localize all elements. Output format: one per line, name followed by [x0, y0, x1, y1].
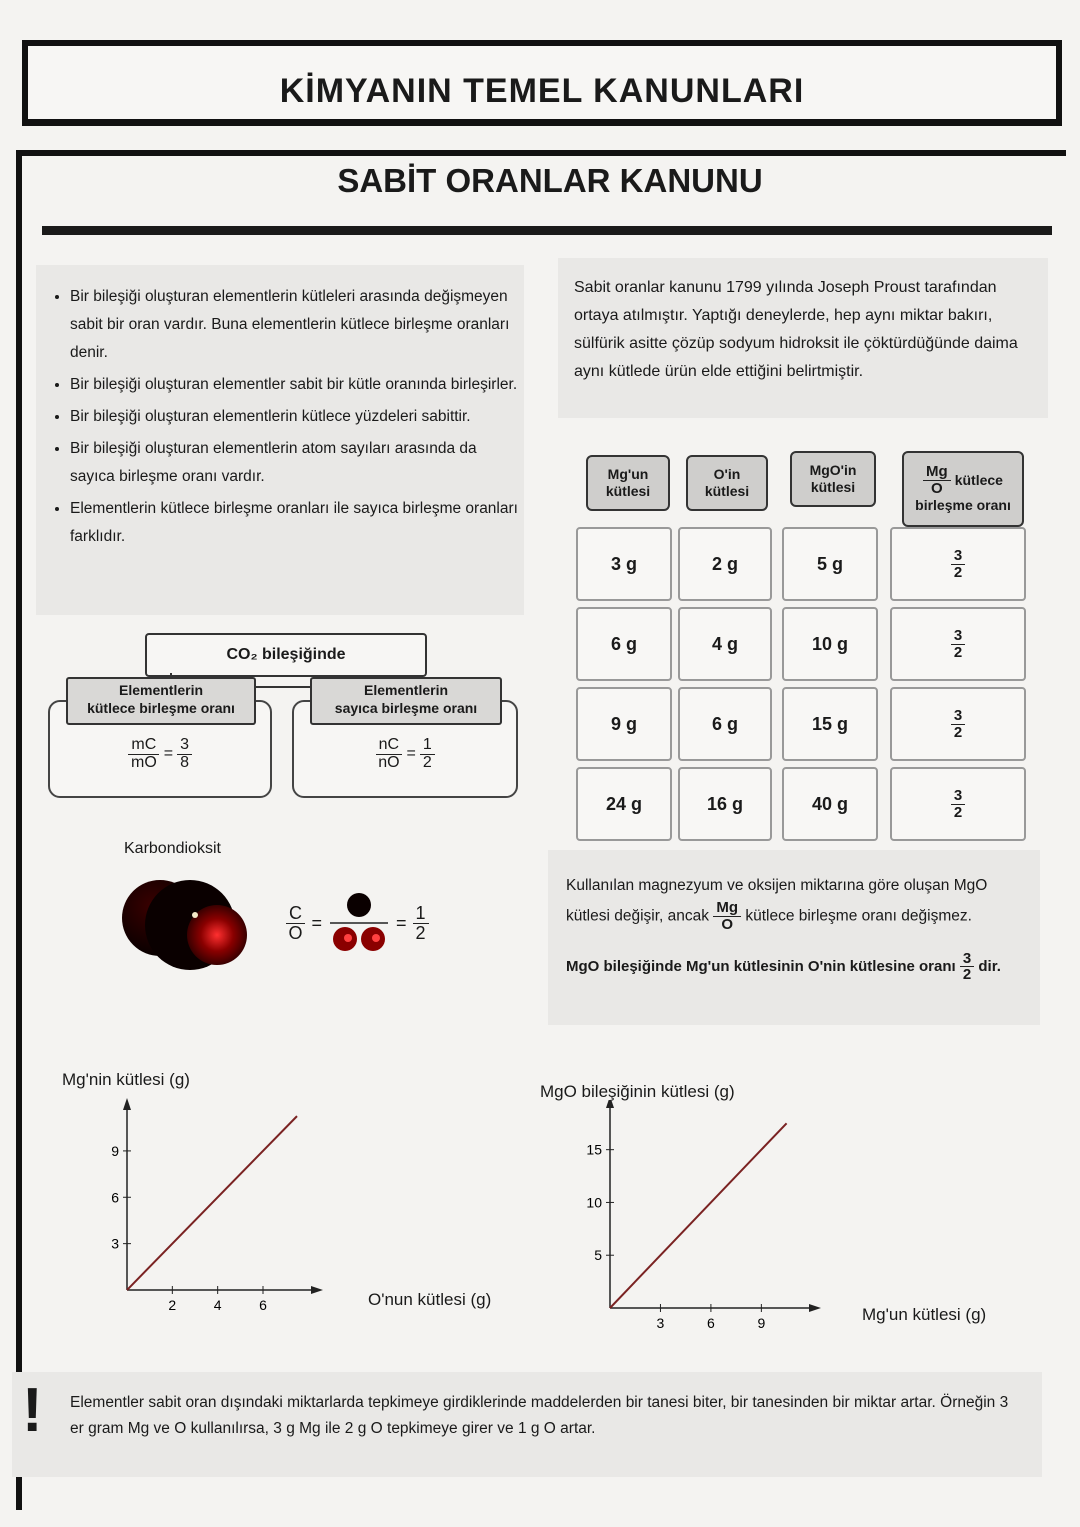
count-ratio-equation: $\frac{nC}{nO}$ = $\frac{1}{2}$	[345, 737, 465, 772]
x-tick-label: 4	[213, 1297, 222, 1313]
connector-line	[256, 686, 310, 688]
y-axis-arrow-icon	[123, 1098, 131, 1110]
count-ratio-label: Elementlerin sayıca birleşme oranı	[310, 677, 502, 725]
chart-mgo-vs-mg	[570, 1100, 860, 1340]
table-cell: 2 g	[678, 527, 772, 601]
mass-ratio-equation: $\frac{mC}{mO}$ = $\frac{3}{8}$	[100, 737, 220, 772]
table-cell: 5 g	[782, 527, 878, 601]
molecule-caption: Karbondioksit	[124, 840, 221, 857]
x-axis-arrow-icon	[809, 1304, 821, 1312]
series-line	[127, 1116, 297, 1290]
table-header: Mg'un kütlesi	[586, 455, 670, 511]
x-tick-label: 6	[259, 1297, 267, 1313]
table-cell: 9 g	[576, 687, 672, 761]
y-tick-label: 9	[111, 1142, 119, 1159]
table-cell: 15 g	[782, 687, 878, 761]
warning-text: Elementler sabit oran dışındaki miktarlarda tepkimeye girdiklerinde maddelerden bir tanesi biter, bir tanesinden bir miktar artar. Örneğin 3 er gram Mg ve O kullanılırsa, 3 g Mg ile 2 g O tepkimeye girer ve 1 g O artar.	[70, 1394, 1009, 1437]
x-tick-label: 3	[656, 1315, 665, 1331]
x-tick-label: 6	[707, 1315, 715, 1331]
atom-ratio-icon	[328, 892, 390, 954]
list-item: • Bir bileşiği oluşturan elementlerin kütlece yüzdeleri sabittir.	[70, 403, 524, 431]
list-item: • Bir bileşiği oluşturan elementlerin kütleleri arasında değişmeyen sabit bir oran vardır. Buna elementlerin kütlece birleşme oranları denir.	[70, 283, 524, 367]
table-cell: 3 g	[576, 527, 672, 601]
co2-heading: CO₂ bileşiğinde	[145, 633, 427, 677]
table-cell: 10 g	[782, 607, 878, 681]
definition-list	[36, 283, 524, 551]
table-header: MgO'in kütlesi	[790, 451, 876, 507]
list-item: • Bir bileşiği oluşturan elementler sabit bir kütle oranında birleşirler.	[70, 371, 524, 399]
x-tick-label: 2	[168, 1297, 177, 1313]
table-cell: 6 g	[678, 687, 772, 761]
note-ratio-text: MgO bileşiğinde Mg'un kütlesinin O'nin kütlesine oranı $\frac{3}{2}$ dir.	[566, 949, 1001, 984]
molecule-ratio: $\frac{C}{O}$ = = $\frac{1}{2}$	[262, 892, 452, 954]
x-axis-arrow-icon	[311, 1286, 323, 1294]
exclamation-icon: !	[22, 1376, 43, 1445]
table-header: O'in kütlesi	[686, 455, 768, 511]
table-cell: 4 g	[678, 607, 772, 681]
table-cell: 24 g	[576, 767, 672, 841]
y-tick-label: 5	[594, 1247, 602, 1264]
x-tick-label: 9	[757, 1315, 766, 1331]
y-tick-label: 15	[586, 1141, 602, 1158]
y-tick-label: 6	[111, 1189, 119, 1206]
definition-panel	[36, 265, 524, 615]
chart-mg-vs-o	[100, 1090, 370, 1320]
table-cell: 40 g	[782, 767, 878, 841]
y-tick-label: 3	[111, 1235, 119, 1252]
ratio-cell: $\frac{3}{2}$	[890, 767, 1026, 841]
co2-molecule-image	[115, 870, 250, 980]
list-item: • Bir bileşiği oluşturan elementlerin atom sayıları arasında da sayıca birleşme oranı vardır.	[70, 435, 524, 491]
title-box	[22, 40, 1062, 126]
ratio-cell: $\frac{3}{2}$	[890, 527, 1026, 601]
history-text: Sabit oranlar kanunu 1799 yılında Joseph Proust tarafından ortaya atılmıştır. Yaptığı deneylerde, hep aynı miktar bakırı, sülfürik asitte çözüp sodyum hidroksit ile çöktürdüğünde daima aynı kütlede ürün elde ettiğini belirtmiştir.	[574, 279, 1018, 380]
ratio-header: $\frac{Mg}{O}$ kütlece birleşme oranı	[902, 451, 1024, 527]
mg-o-table	[572, 445, 1030, 827]
note-text: Kullanılan magnezyum ve oksijen miktarına göre oluşan MgO kütlesi değişir, ancak $\frac{Mg}{O}$ kütlece birleşme oranı değişmez.	[566, 877, 988, 933]
warning-panel	[12, 1372, 1042, 1477]
section-divider	[42, 226, 1052, 235]
chart1-y-title: Mg'nin kütlesi (g)	[62, 1070, 190, 1089]
section-title: SABİT ORANLAR KANUNU	[337, 162, 763, 199]
history-panel	[558, 258, 1048, 418]
y-tick-label: 10	[586, 1194, 602, 1211]
table-cell: 16 g	[678, 767, 772, 841]
series-line	[610, 1123, 787, 1308]
page-title: KİMYANIN TEMEL KANUNLARI	[279, 72, 805, 110]
y-axis-arrow-icon	[606, 1100, 614, 1108]
list-item: • Elementlerin kütlece birleşme oranları ile sayıca birleşme oranları farklıdır.	[70, 495, 524, 551]
ratio-cell: $\frac{3}{2}$	[890, 607, 1026, 681]
note-panel	[548, 850, 1040, 1025]
chart2-y-title: MgO bileşiğinin kütlesi (g)	[540, 1082, 735, 1101]
ratio-cell: $\frac{3}{2}$	[890, 687, 1026, 761]
table-cell: 6 g	[576, 607, 672, 681]
chart2-x-title: Mg'un kütlesi (g)	[862, 1305, 987, 1324]
chart1-x-title: O'nun kütlesi (g)	[368, 1290, 492, 1309]
mass-ratio-label: Elementlerin kütlece birleşme oranı	[66, 677, 256, 725]
